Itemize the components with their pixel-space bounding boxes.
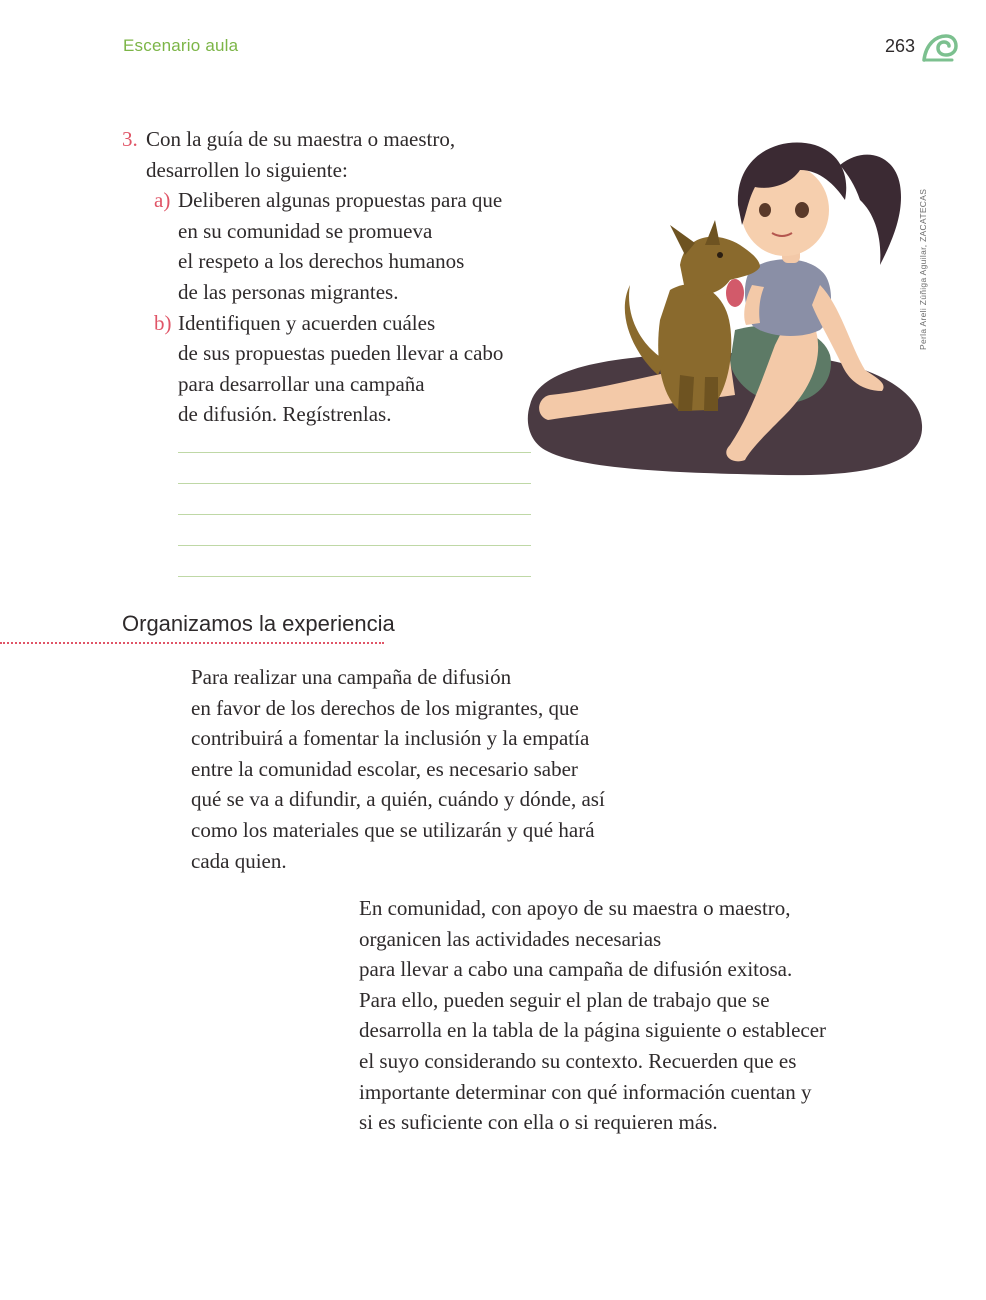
activity-intro-line-1 (122, 124, 542, 155)
item-line: el respeto a los derechos humanos (178, 249, 465, 274)
paragraph-line: cada quien. (191, 848, 287, 873)
paragraph-line: En comunidad, con apoyo de su maestra o maestro, (359, 896, 791, 920)
page-number: 263 (885, 36, 916, 56)
answer-line[interactable] (178, 545, 531, 546)
activity-number: 3. (122, 127, 138, 151)
intro-line: desarrollen lo siguiente: (146, 157, 348, 182)
paragraph-line: entre la comunidad escolar, es necesario saber (191, 756, 578, 781)
dog-body (658, 284, 731, 411)
item-marker: b) (154, 310, 172, 335)
answer-line[interactable] (178, 514, 531, 515)
paragraph-line: contribuirá a fomentar la inclusión y la empatía (191, 726, 590, 751)
item-line: Identifiquen y acuerden cuáles (178, 310, 436, 335)
section-label: Escenario aula (123, 36, 239, 55)
dog-tongue (726, 279, 744, 307)
illustration-credit: Perla Areli Zúñiga Aguilar, ZACATECAS (918, 188, 928, 350)
dog-eye (717, 252, 723, 258)
paragraph-line: importante determinar con qué información cuentan y (359, 1079, 812, 1104)
activity-intro-line-2 (122, 155, 542, 186)
paragraph-line: organicen las actividades necesarias (359, 926, 662, 951)
paragraph-line: en favor de los derechos de los migrantes, que (191, 695, 579, 720)
item-line: en su comunidad se promueva (178, 218, 433, 243)
paragraph-line: para llevar a cabo una campaña de difusión exitosa. (359, 957, 793, 982)
paragraph-line: Para ello, pueden seguir el plan de trabajo que se (359, 987, 770, 1012)
answer-line[interactable] (178, 576, 531, 577)
activity-3 (122, 124, 542, 430)
dog-leg (704, 377, 718, 411)
answer-line[interactable] (178, 452, 531, 453)
paragraph-1 (191, 662, 641, 876)
paragraph-line: si es suficiente con ella o si requieren más. (359, 1110, 718, 1135)
answer-line[interactable] (178, 483, 531, 484)
paragraph-line: Para realizar una campaña de difusión (191, 665, 512, 689)
item-line: de difusión. Regístrenlas. (178, 402, 392, 427)
section-underline (0, 642, 384, 644)
answer-lines[interactable] (178, 452, 531, 607)
item-line: Deliberen algunas propuestas para que (178, 188, 503, 213)
dog-ear (705, 220, 720, 245)
dog-leg (678, 375, 694, 411)
item-b (122, 308, 542, 339)
girl-eye-right (795, 202, 809, 218)
item-line: de sus propuestas pueden llevar a cabo (178, 341, 504, 366)
intro-line: Con la guía de su maestra o maestro, (146, 127, 456, 151)
paragraph-line: desarrolla en la tabla de la página siguiente o establecer (359, 1018, 827, 1043)
paragraph-2 (359, 893, 859, 1138)
girl-with-dog-illustration (520, 115, 930, 480)
item-line: para desarrollar una campaña (178, 371, 425, 396)
girl-eye-left (759, 203, 771, 217)
item-line: de las personas migrantes. (178, 279, 399, 304)
paragraph-line: qué se va a difundir, a quién, cuándo y dónde, así (191, 787, 605, 812)
section-heading: Organizamos la experiencia (122, 611, 395, 636)
item-marker: a) (154, 188, 171, 213)
spiral-icon (922, 32, 958, 62)
girl-ponytail (840, 155, 901, 265)
item-a (122, 185, 542, 216)
paragraph-line: el suyo considerando su contexto. Recuerden que es (359, 1048, 797, 1073)
paragraph-line: como los materiales que se utilizarán y qué hará (191, 817, 595, 842)
